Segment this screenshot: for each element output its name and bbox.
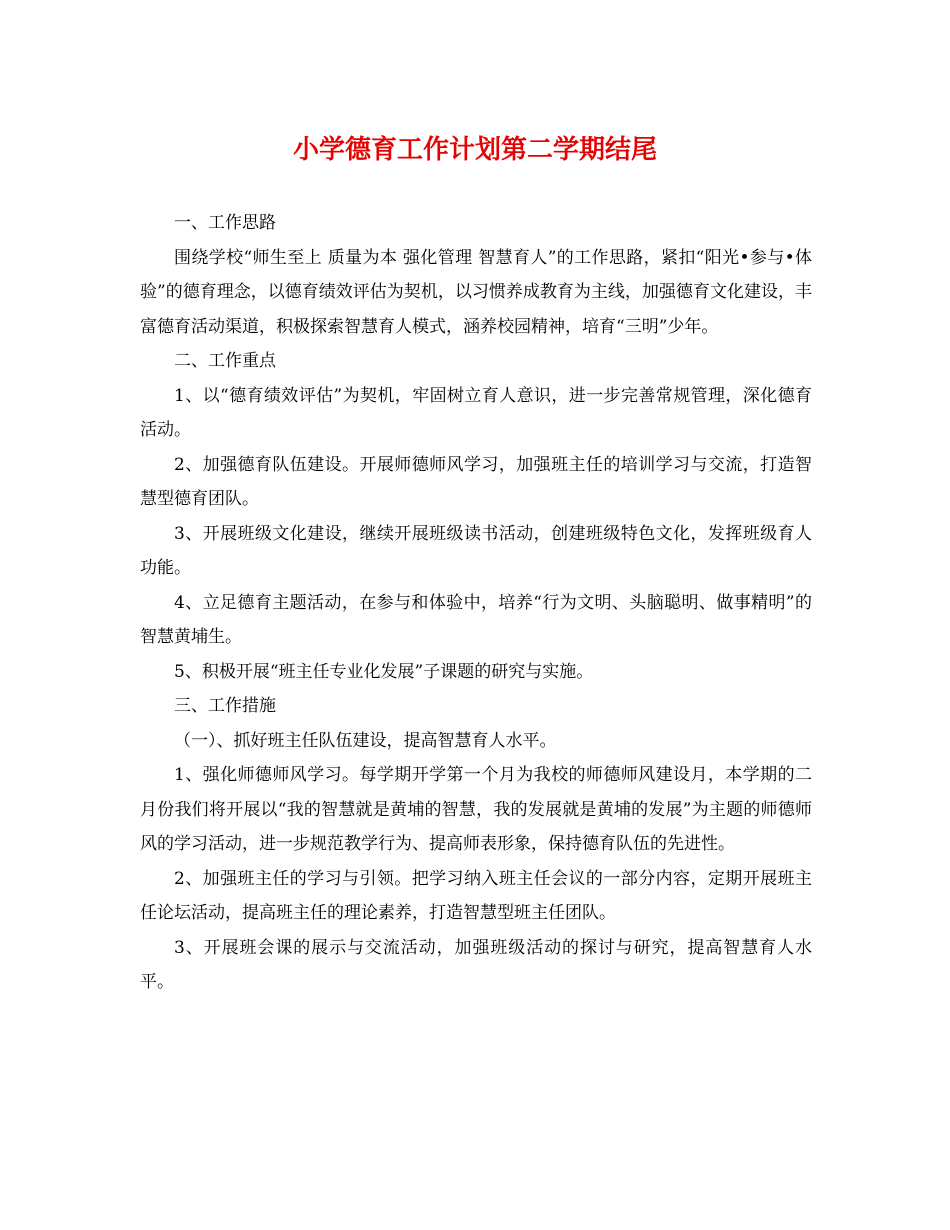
paragraph: 5、积极开展“班主任专业化发展”子课题的研究与实施。: [174, 661, 594, 682]
paragraph: 2、加强德育队伍建设。开展师德师风学习，加强班主任的培训学习与交流，打造智慧型德育团队。: [140, 454, 812, 509]
document-title: 小学德育工作计划第二学期结尾: [292, 135, 657, 165]
paragraph: 2、加强班主任的学习与引领。把学习纳入班主任会议的一部分内容，定期开展班主任论坛活动，提高班主任的理论素养，打造智慧型班主任团队。: [140, 868, 812, 923]
paragraph: 围绕学校“师生至上 质量为本 强化管理 智慧育人”的工作思路，紧扣“阳光•参与•体验”的德育理念，以德育绩效评估为契机，以习惯养成教育为主线，加强德育文化建设，丰富德育活动渠道，积极探索智慧育人模式，涵养校园精神，培育“三明”少年。: [140, 247, 812, 337]
section-heading-1: 一、工作思路: [174, 213, 276, 233]
paragraph: 3、开展班级文化建设，继续开展班级读书活动，创建班级特色文化，发挥班级育人功能。: [140, 523, 812, 578]
section-heading-2: 二、工作重点: [174, 351, 276, 371]
subsection-heading: （一）、抓好班主任队伍建设，提高智慧育人水平。: [174, 730, 557, 751]
paragraph: 1、以“德育绩效评估”为契机，牢固树立育人意识，进一步完善常规管理，深化德育活动。: [140, 385, 812, 440]
section-heading-3: 三、工作措施: [174, 696, 276, 716]
paragraph: 1、强化师德师风学习。每学期开学第一个月为我校的师德师风建设月，本学期的二月份我们将开展以“我的智慧就是黄埔的智慧，我的发展就是黄埔的发展”为主题的师德师风的学习活动，进一步规范教学行为、提高师表形象，保持德育队伍的先进性。: [140, 765, 812, 854]
document-body: [140, 206, 812, 1000]
paragraph: 3、开展班会课的展示与交流活动，加强班级活动的探讨与研究，提高智慧育人水平。: [140, 937, 812, 992]
paragraph: 4、立足德育主题活动，在参与和体验中，培养“行为文明、头脑聪明、做事精明”的智慧黄埔生。: [140, 592, 812, 647]
